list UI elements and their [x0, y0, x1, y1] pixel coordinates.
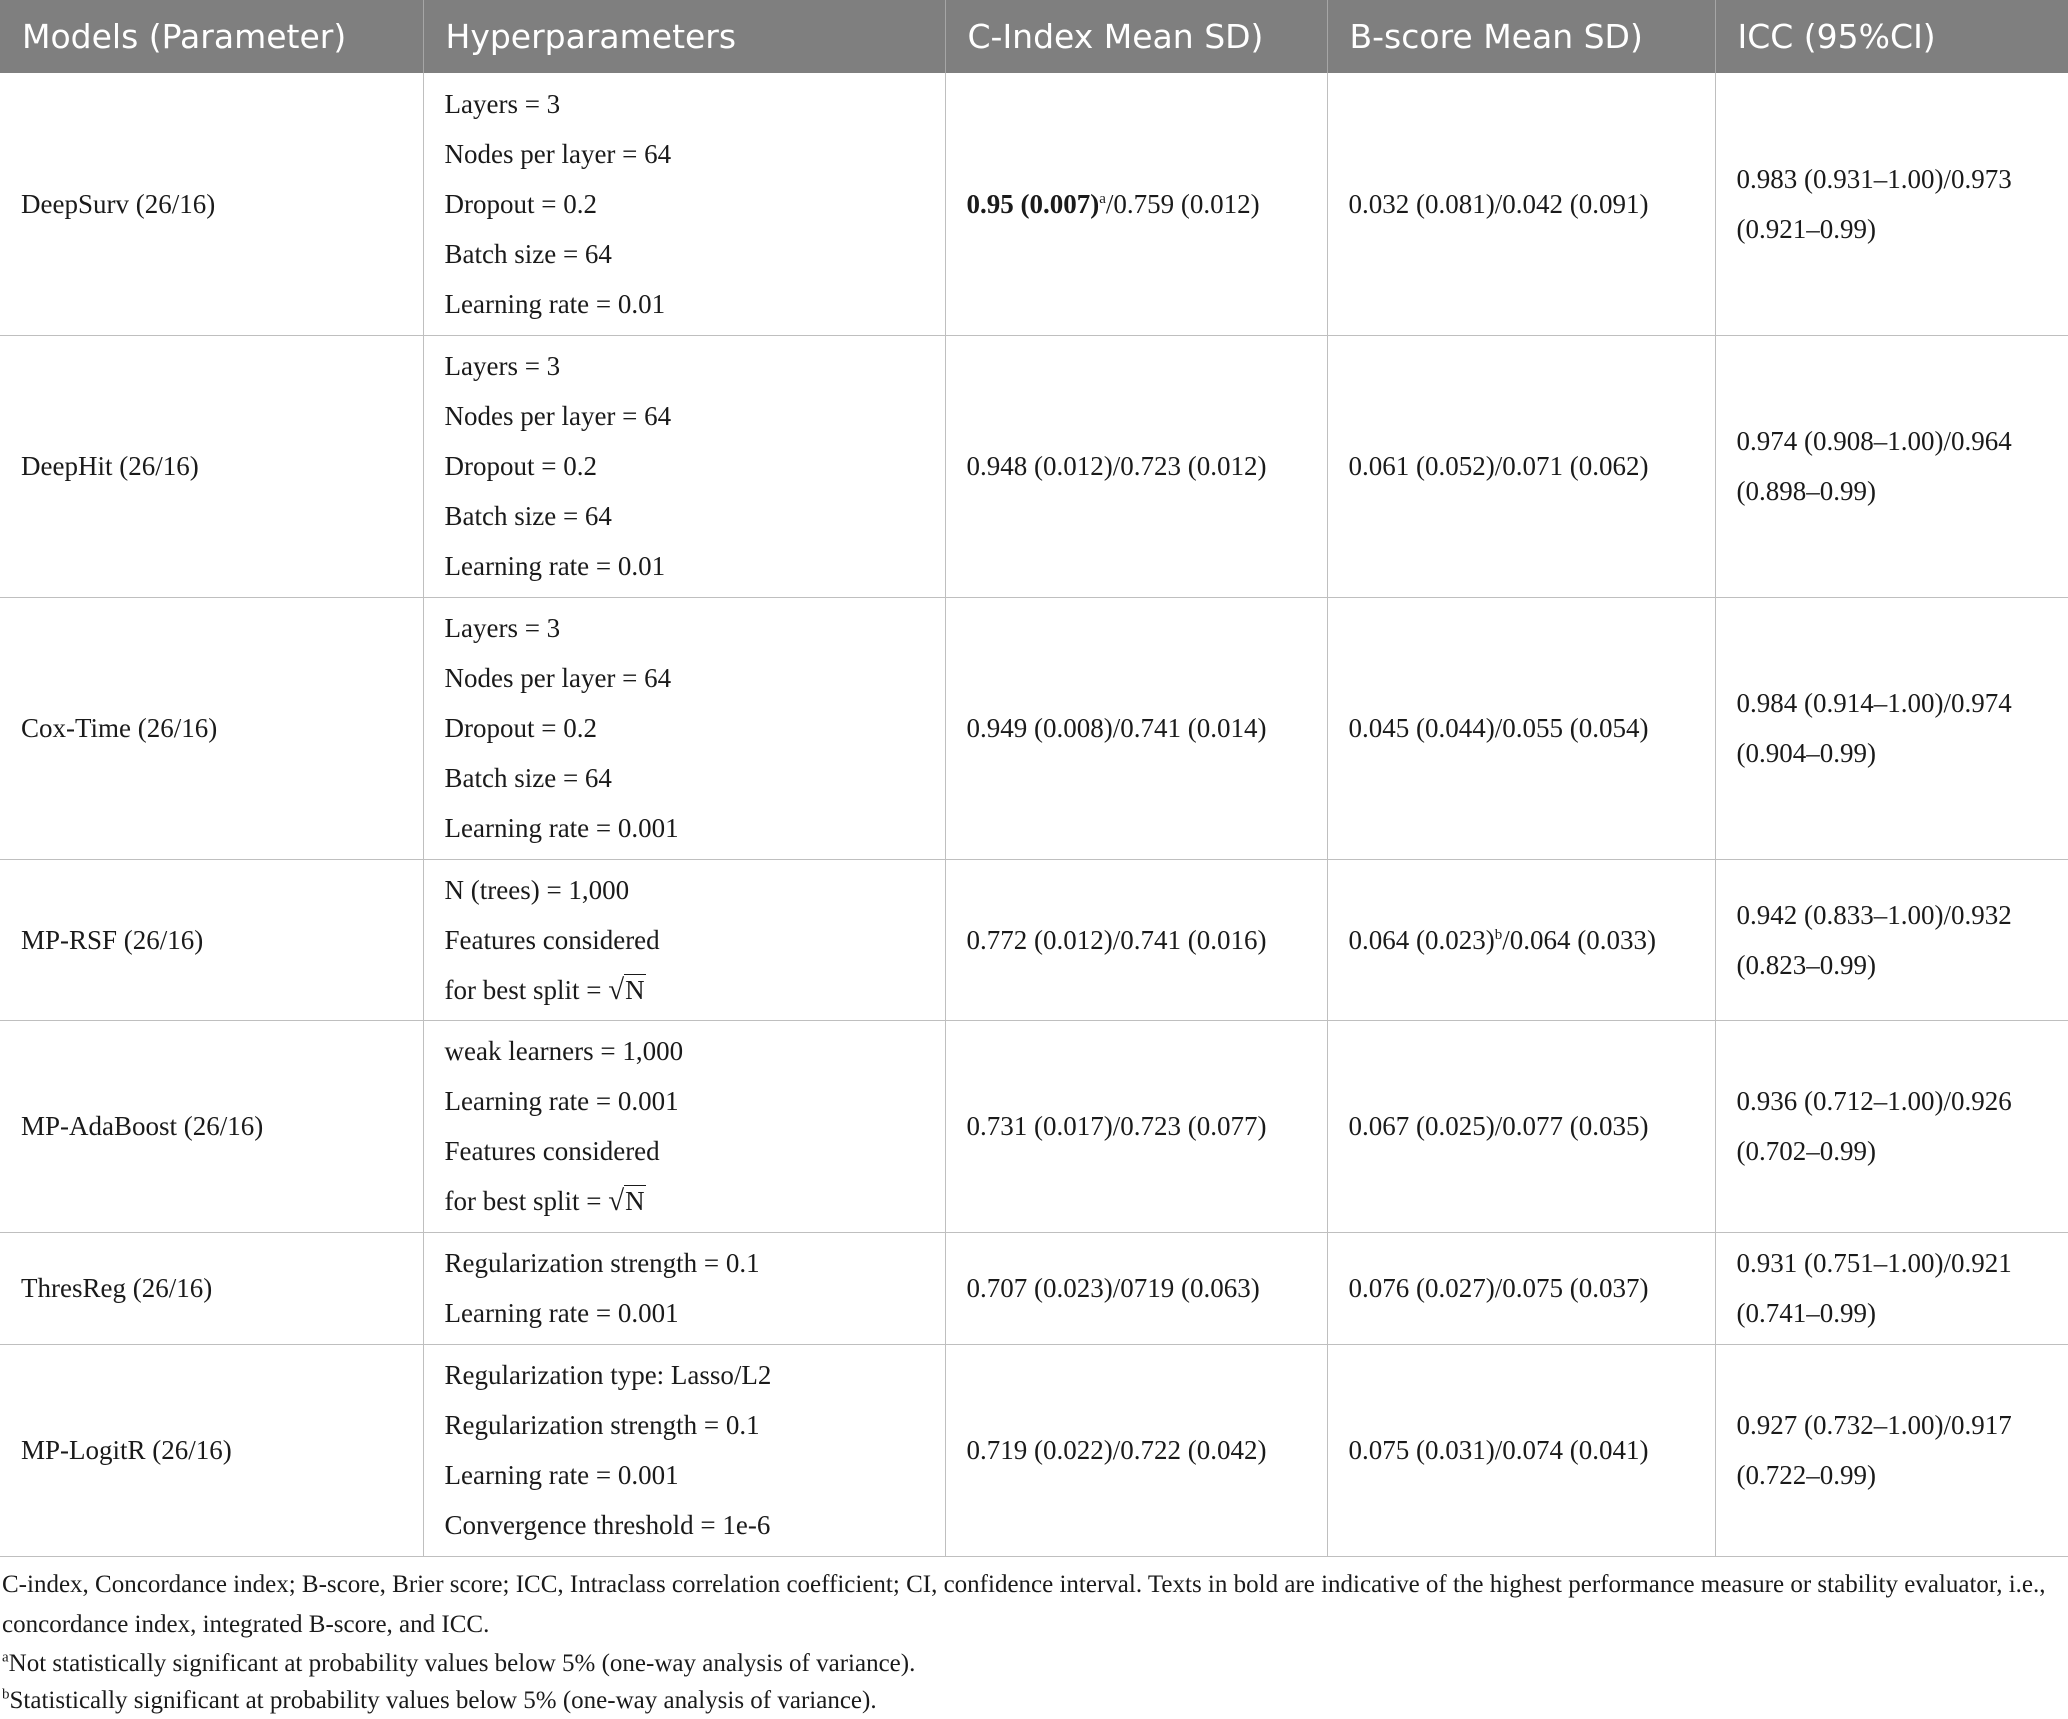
cell-hyperparameters — [423, 335, 945, 597]
cell-hyperparameters — [423, 73, 945, 335]
header-b-score: B-score Mean SD) — [1327, 0, 1715, 73]
hyperparameter-line: Learning rate = 0.01 — [445, 279, 945, 329]
icc-line: 0.983 (0.931–1.00)/0.973 — [1737, 154, 2068, 204]
cell-icc — [1715, 597, 2068, 859]
icc-line: 0.927 (0.732–1.00)/0.917 — [1737, 1400, 2068, 1450]
cell-hyperparameters — [423, 1232, 945, 1344]
cell-b-score: 0.075 (0.031)/0.074 (0.041) — [1327, 1344, 1715, 1556]
table-row — [0, 73, 2068, 335]
footnote-b: $^b$Statistically significant at probability values below 5% (one-way analysis of variance). — [2, 1682, 2068, 1719]
cell-hyperparameters — [423, 1020, 945, 1232]
icc-line: (0.904–0.99) — [1737, 728, 2068, 778]
icc-line: (0.741–0.99) — [1737, 1288, 2068, 1338]
cell-icc — [1715, 859, 2068, 1020]
hyperparameter-line: Nodes per layer = 64 — [445, 653, 945, 703]
header-hyperparameters: Hyperparameters — [423, 0, 945, 73]
table-header-row — [0, 0, 2068, 73]
square-root-symbol: √N — [608, 965, 645, 1015]
hyperparameter-line: Features considered — [445, 915, 945, 965]
icc-line: (0.702–0.99) — [1737, 1126, 2068, 1176]
cell-b-score: 0.067 (0.025)/0.077 (0.035) — [1327, 1020, 1715, 1232]
cell-icc — [1715, 73, 2068, 335]
icc-line: 0.936 (0.712–1.00)/0.926 — [1737, 1076, 2068, 1126]
footnote-main: C-index, Concordance index; B-score, Brier score; ICC, Intraclass correlation coefficient; CI, confidence interval. Texts in bold are indicative of the highest performance measure or stability evaluator, i.e., concordance index, integrated B-score, and ICC. — [2, 1557, 2068, 1645]
table-footnotes — [0, 1557, 2068, 1719]
hyperparameter-line: Learning rate = 0.001 — [445, 803, 945, 853]
hyperparameter-line: Regularization strength = 0.1 — [445, 1400, 945, 1450]
cell-model: Cox-Time (26/16) — [0, 597, 423, 859]
square-root-symbol: √N — [608, 1176, 645, 1226]
hyperparameter-line: weak learners = 1,000 — [445, 1026, 945, 1076]
hyperparameter-line: Learning rate = 0.01 — [445, 541, 945, 591]
cell-c-index: 0.772 (0.012)/0.741 (0.016) — [945, 859, 1327, 1020]
hyperparameter-line: Regularization type: Lasso/L2 — [445, 1350, 945, 1400]
hyperparameter-line: Learning rate = 0.001 — [445, 1450, 945, 1500]
hyperparameter-line: Dropout = 0.2 — [445, 703, 945, 753]
header-models: Models (Parameter) — [0, 0, 423, 73]
cell-hyperparameters — [423, 1344, 945, 1556]
hyperparameter-line: Layers = 3 — [445, 341, 945, 391]
cell-c-index: 0.949 (0.008)/0.741 (0.014) — [945, 597, 1327, 859]
cell-c-index: 0.948 (0.012)/0.723 (0.012) — [945, 335, 1327, 597]
cell-icc — [1715, 335, 2068, 597]
cell-icc — [1715, 1020, 2068, 1232]
hyperparameter-line: Features considered — [445, 1126, 945, 1176]
cell-model: DeepHit (26/16) — [0, 335, 423, 597]
cell-model: MP-LogitR (26/16) — [0, 1344, 423, 1556]
cell-b-score: 0.061 (0.052)/0.071 (0.062) — [1327, 335, 1715, 597]
table-row — [0, 1344, 2068, 1556]
cell-c-index: 0.95 $(0.007)^a/0.759$ (0.012) — [945, 73, 1327, 335]
cell-c-index: 0.707 (0.023)/0719 (0.063) — [945, 1232, 1327, 1344]
hyperparameter-line: Regularization strength = 0.1 — [445, 1238, 945, 1288]
table-row — [0, 1020, 2068, 1232]
cell-icc — [1715, 1232, 2068, 1344]
header-c-index: C-Index Mean SD) — [945, 0, 1327, 73]
icc-line: (0.722–0.99) — [1737, 1450, 2068, 1500]
cell-c-index: 0.731 (0.017)/0.723 (0.077) — [945, 1020, 1327, 1232]
icc-line: 0.942 (0.833–1.00)/0.932 — [1737, 890, 2068, 940]
hyperparameter-line: Dropout = 0.2 — [445, 179, 945, 229]
hyperparameter-line: for best split = √N — [445, 965, 945, 1015]
cell-b-score: 0.076 (0.027)/0.075 (0.037) — [1327, 1232, 1715, 1344]
hyperparameter-line: N (trees) = 1,000 — [445, 865, 945, 915]
icc-line: 0.984 (0.914–1.00)/0.974 — [1737, 678, 2068, 728]
icc-line: (0.898–0.99) — [1737, 466, 2068, 516]
hyperparameter-line: Dropout = 0.2 — [445, 441, 945, 491]
hyperparameter-line: for best split = √N — [445, 1176, 945, 1226]
icc-line: 0.931 (0.751–1.00)/0.921 — [1737, 1238, 2068, 1288]
icc-line: 0.974 (0.908–1.00)/0.964 — [1737, 416, 2068, 466]
hyperparameter-line: Convergence threshold = 1e-6 — [445, 1500, 945, 1550]
hyperparameter-line: Learning rate = 0.001 — [445, 1076, 945, 1126]
table-row — [0, 335, 2068, 597]
cell-model: DeepSurv (26/16) — [0, 73, 423, 335]
hyperparameter-line: Layers = 3 — [445, 603, 945, 653]
hyperparameter-line: Batch size = 64 — [445, 491, 945, 541]
footnote-a: $^a$Not statistically significant at probability values below 5% (one-way analysis of variance). — [2, 1645, 2068, 1682]
hyperparameter-line: Layers = 3 — [445, 79, 945, 129]
header-icc: ICC (95%CI) — [1715, 0, 2068, 73]
cell-c-index: 0.719 (0.022)/0.722 (0.042) — [945, 1344, 1327, 1556]
hyperparameter-line: Nodes per layer = 64 — [445, 129, 945, 179]
hyperparameter-line: Learning rate = 0.001 — [445, 1288, 945, 1338]
cell-b-score: 0.064 $(0.023)^b/0.064$ (0.033) — [1327, 859, 1715, 1020]
table-row — [0, 1232, 2068, 1344]
cell-icc — [1715, 1344, 2068, 1556]
table-row — [0, 859, 2068, 1020]
hyperparameter-line: Batch size = 64 — [445, 753, 945, 803]
cell-model: MP-AdaBoost (26/16) — [0, 1020, 423, 1232]
cell-b-score: 0.032 (0.081)/0.042 (0.091) — [1327, 73, 1715, 335]
cell-b-score: 0.045 (0.044)/0.055 (0.054) — [1327, 597, 1715, 859]
cell-model: MP-RSF (26/16) — [0, 859, 423, 1020]
cell-hyperparameters — [423, 859, 945, 1020]
hyperparameter-line: Nodes per layer = 64 — [445, 391, 945, 441]
icc-line: (0.823–0.99) — [1737, 940, 2068, 990]
icc-line: (0.921–0.99) — [1737, 204, 2068, 254]
cell-model: ThresReg (26/16) — [0, 1232, 423, 1344]
table-row — [0, 597, 2068, 859]
hyperparameter-line: Batch size = 64 — [445, 229, 945, 279]
cell-hyperparameters — [423, 597, 945, 859]
